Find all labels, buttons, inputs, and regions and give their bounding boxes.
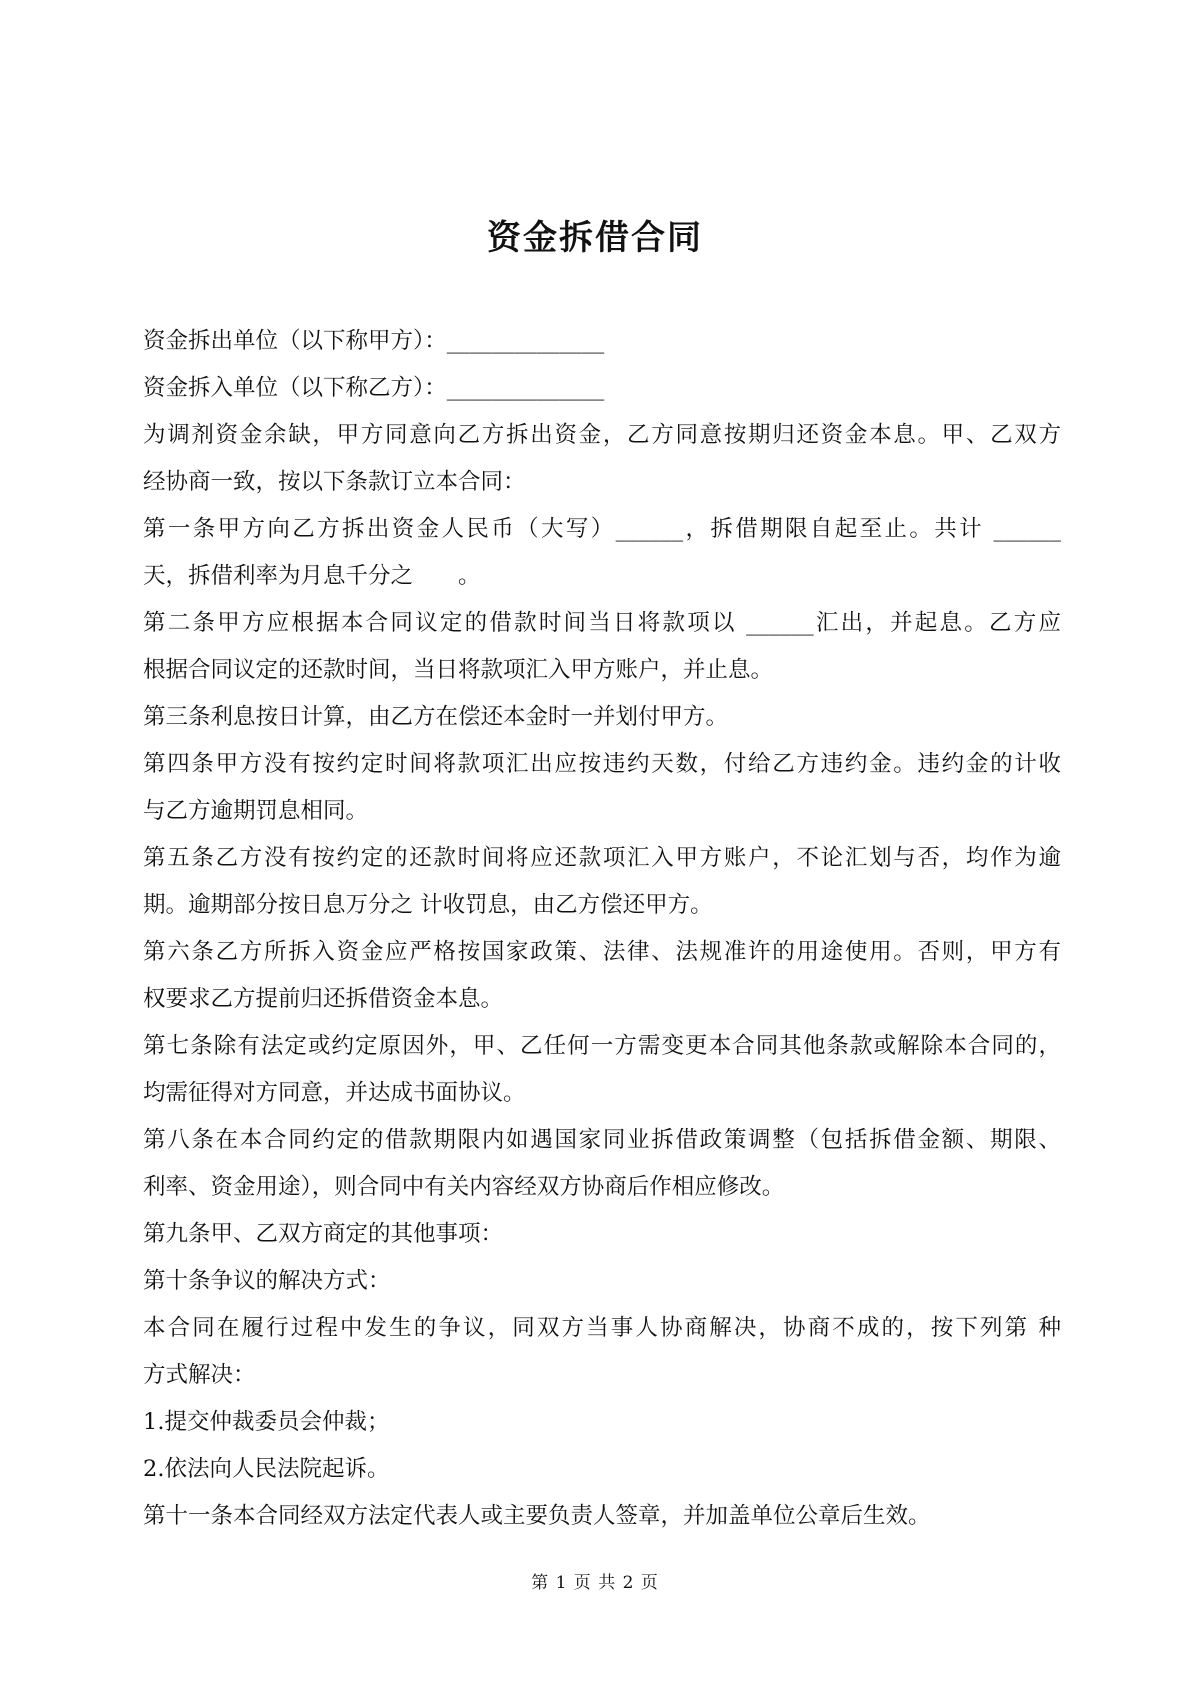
- paragraph-line: 为调剂资金余缺，甲方同意向乙方拆出资金，乙方同意按期归还资金本息。甲、乙双方: [143, 422, 1061, 448]
- page-footer: 第 1 页 共 2 页: [531, 1573, 659, 1593]
- article-8-line: 利率、资金用途），则合同中有关内容经双方协商后作相应修改。: [143, 1174, 785, 1200]
- dispute-option-2: 2.依法向人民法院起诉。: [143, 1456, 390, 1482]
- article-5-line: 期。逾期部分按日息万分之 计收罚息，由乙方偿还甲方。: [143, 892, 713, 918]
- article-7-line: 均需征得对方同意，并达成书面协议。: [143, 1080, 526, 1106]
- article-11-line: 第十一条本合同经双方法定代表人或主要负责人签章，并加盖单位公章后生效。: [143, 1503, 931, 1529]
- document-body: [143, 318, 1061, 1540]
- article-7-line: 第七条除有法定或约定原因外，甲、乙任何一方需变更本合同其他条款或解除本合同的，: [143, 1033, 1061, 1059]
- article-5-line: 第五条乙方没有按约定的还款时间将应还款项汇入甲方账户，不论汇划与否，均作为逾: [143, 845, 1061, 871]
- article-3-line: 第三条利息按日计算，由乙方在偿还本金时一并划付甲方。: [143, 704, 729, 730]
- party-a-line: 资金拆出单位（以下称甲方）：______________: [143, 328, 605, 354]
- dispute-line: 方式解决：: [143, 1362, 256, 1388]
- article-1-line: 第一条甲方向乙方拆出资金人民币（大写）______，拆借期限自起至止。共计 ______: [143, 516, 1061, 542]
- article-2-line: 第二条甲方应根据本合同议定的借款时间当日将款项以 ______汇出，并起息。乙方应: [143, 610, 1061, 636]
- article-1-line: 天，拆借利率为月息千分之 。: [143, 563, 481, 589]
- article-2-line: 根据合同议定的还款时间，当日将款项汇入甲方账户，并止息。: [143, 657, 774, 683]
- dispute-option-1: 1.提交仲裁委员会仲裁；: [143, 1409, 390, 1435]
- article-6-line: 第六条乙方所拆入资金应严格按国家政策、法律、法规准许的用途使用。否则，甲方有: [143, 939, 1061, 965]
- article-10-line: 第十条争议的解决方式：: [143, 1268, 391, 1294]
- paragraph-line: 经协商一致，按以下条款订立本合同：: [143, 469, 526, 495]
- dispute-line: 本合同在履行过程中发生的争议，同双方当事人协商解决，协商不成的，按下列第 种: [143, 1315, 1061, 1341]
- article-6-line: 权要求乙方提前归还拆借资金本息。: [143, 986, 504, 1012]
- party-b-line: 资金拆入单位（以下称乙方）：______________: [143, 375, 605, 401]
- article-9-line: 第九条甲、乙双方商定的其他事项：: [143, 1221, 504, 1247]
- article-4-line: 与乙方逾期罚息相同。: [143, 798, 369, 824]
- article-8-line: 第八条在本合同约定的借款期限内如遇国家同业拆借政策调整（包括拆借金额、期限、: [143, 1127, 1061, 1153]
- article-4-line: 第四条甲方没有按约定时间将款项汇出应按违约天数，付给乙方违约金。违约金的计收: [143, 751, 1061, 777]
- document-title: 资金拆借合同: [487, 218, 703, 258]
